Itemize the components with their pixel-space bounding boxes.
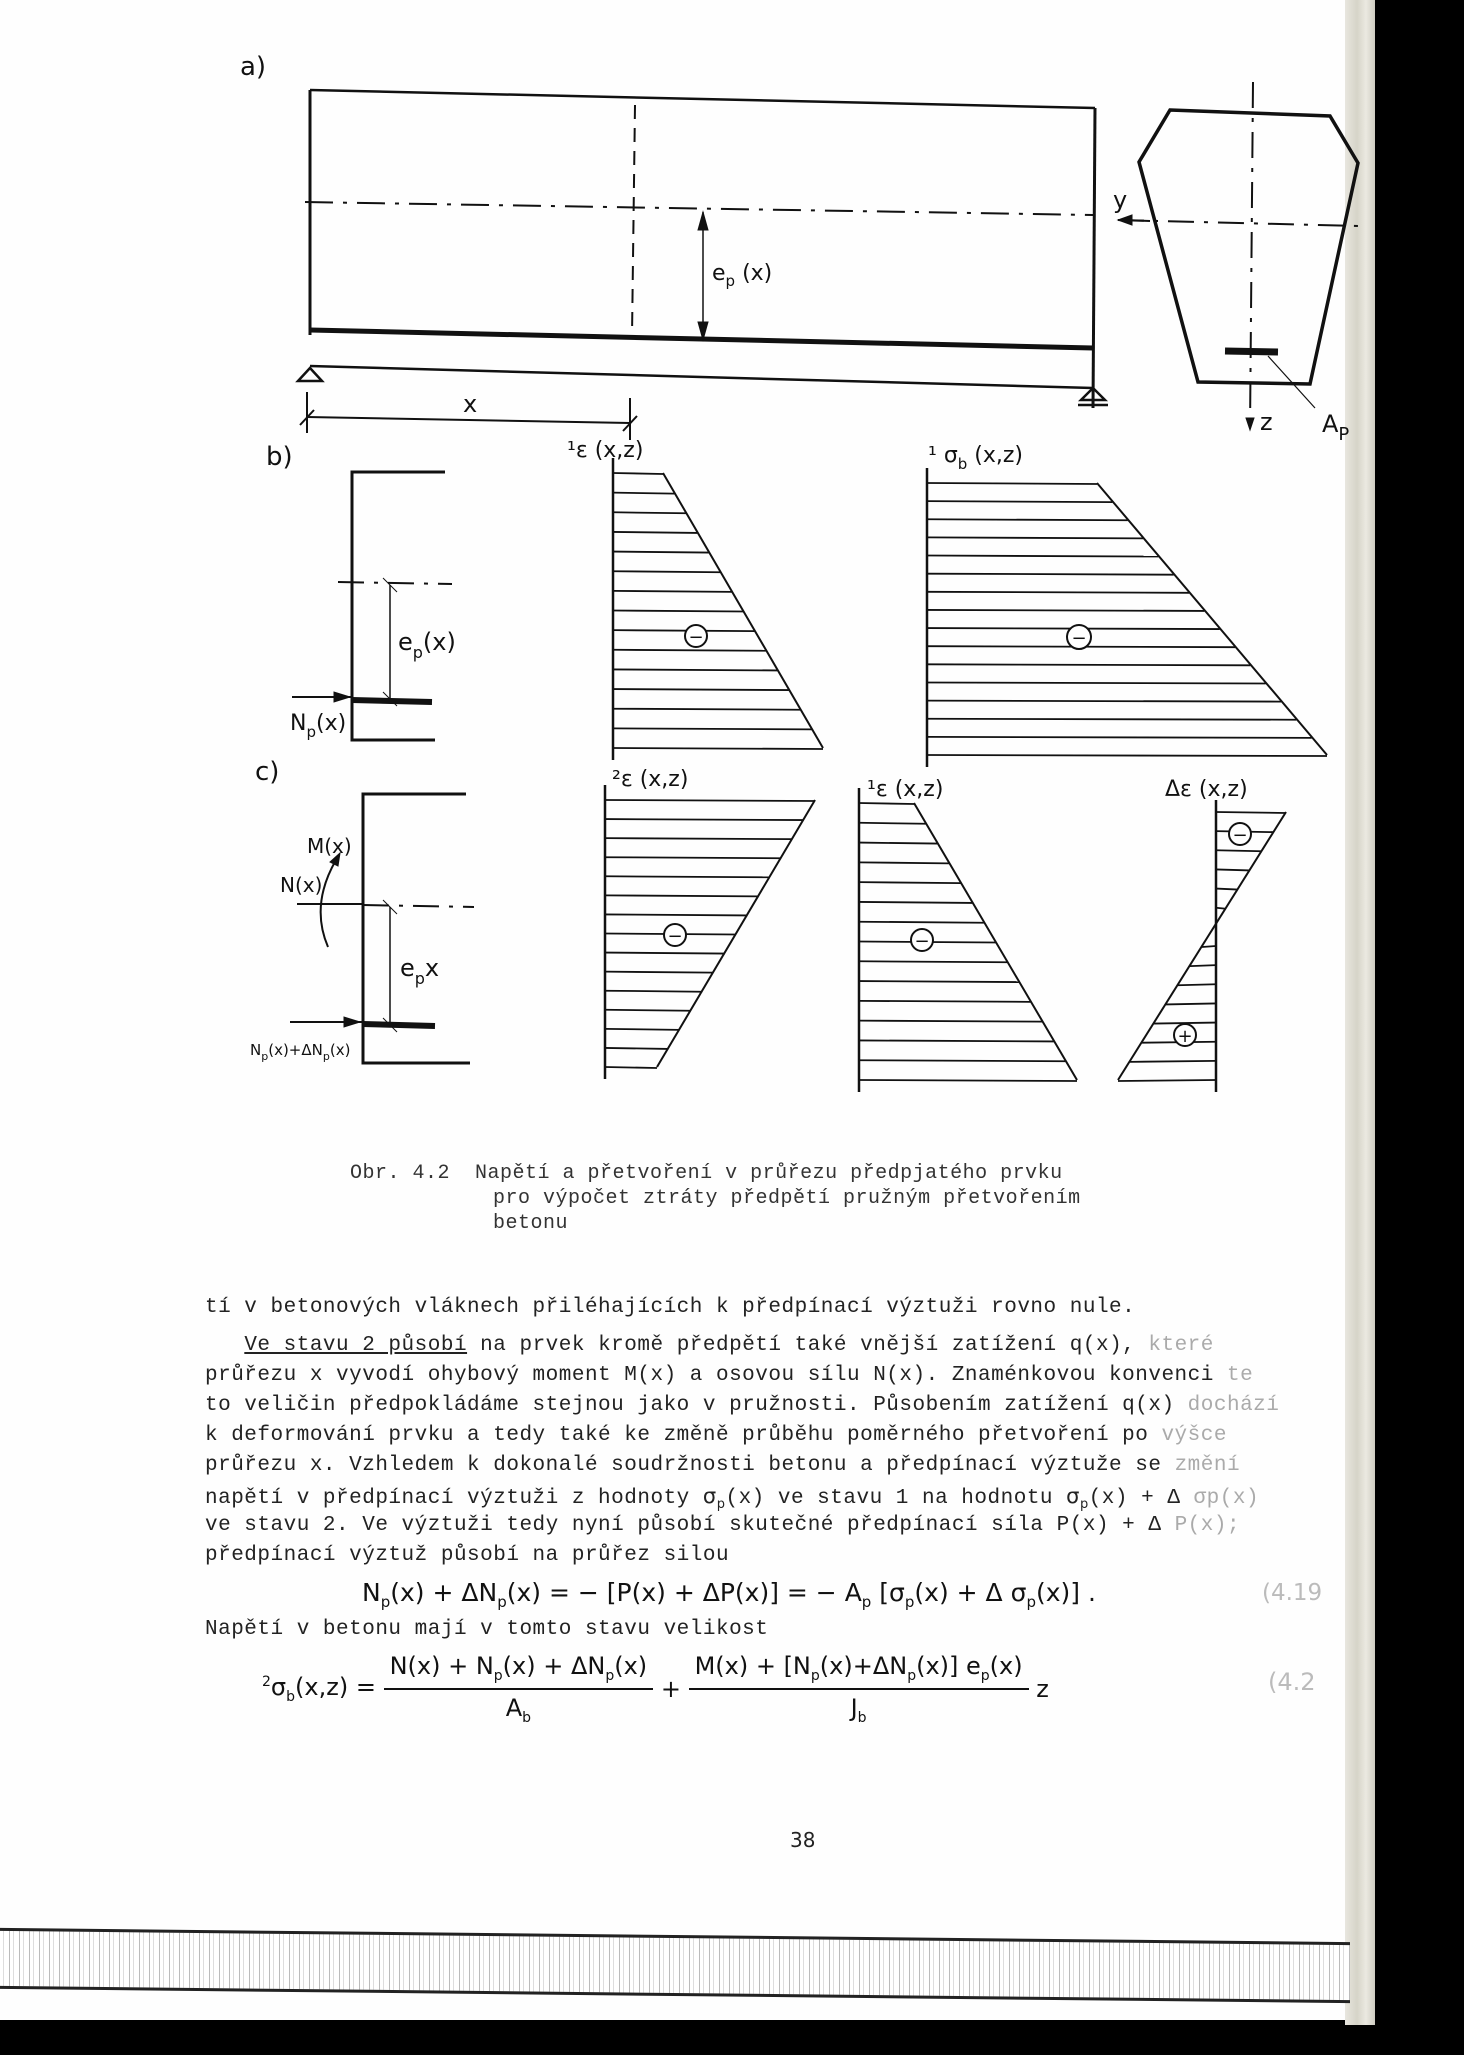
hatch-line: [1216, 812, 1286, 813]
axis-y-label: y: [1113, 186, 1128, 214]
hatch-line: [1216, 869, 1250, 870]
minus-sign-b1: [685, 625, 707, 648]
equation-number-4-19: (4.19: [1262, 1580, 1323, 1606]
svg-text:−: −: [1232, 825, 1248, 846]
hatch-line: [859, 1040, 1054, 1041]
hatch-line: [613, 473, 663, 474]
hatch-line: [1118, 1080, 1216, 1081]
hatch-line: [859, 981, 1019, 982]
minus-sign-c2: [911, 929, 933, 952]
hatch-line: [927, 574, 1174, 575]
hatch-line: [859, 1060, 1065, 1061]
strain2-diagram-c: [605, 785, 815, 1079]
hatch-line: [859, 1021, 1042, 1022]
hatch-line: [605, 895, 759, 896]
hatch-line: [613, 591, 732, 592]
svg-text:Np(x)+ΔNp(x): $N_p(x)+\Delta N_p(x)$: [250, 1041, 351, 1063]
hatch-line: [1202, 946, 1216, 947]
strain2-c-label: ²ε (x,z): [612, 767, 689, 792]
hatch-line: [1190, 965, 1216, 966]
hatch-line: [927, 719, 1296, 720]
hatch-line: [613, 630, 754, 631]
hatch-line: [613, 728, 812, 729]
hatch-line: [927, 519, 1128, 520]
axis-z-label: z: [1260, 408, 1273, 436]
body-line: k deformování prvku a tedy také ke změně průběhu poměrného přetvoření po výšce: [205, 1424, 1227, 1447]
hatch-line: [927, 664, 1250, 665]
svg-text:Np(x): $N_p(x)$: [290, 711, 347, 741]
equation-number-4-20: (4.2: [1268, 1668, 1316, 1696]
body-line: tí v betonových vláknech přiléhajících k předpínací výztuži rovno nule.: [205, 1296, 1136, 1319]
hatch-line: [927, 501, 1112, 502]
figure-caption-line3: betonu: [493, 1212, 569, 1235]
hatch-line: [613, 650, 766, 651]
hatch-line: [927, 610, 1204, 611]
strain1-c-label: ¹ε (x,z): [867, 777, 944, 802]
hatch-line: [613, 552, 709, 553]
svg-text:ep(x): $e_p(x)$: [398, 628, 456, 662]
hatch-line: [927, 556, 1158, 557]
body-line: ve stavu 2. Ve výztuži tedy nyní působí skutečné předpínací síla P(x) + Δ P(x);: [205, 1514, 1241, 1537]
hatch-line: [605, 1029, 680, 1030]
book-page-edge: [1345, 0, 1375, 2025]
strain1-diagram-c: [859, 788, 1077, 1092]
svg-text:−: −: [667, 926, 683, 947]
stress-b-label: ¹ $\sigma_b$ (x,z): [928, 443, 1024, 473]
body-line: průřezu x. Vzhledem k dokonalé soudržnosti betonu a předpínací výztuže se změní: [205, 1454, 1241, 1477]
svg-text:+: +: [1177, 1026, 1193, 1047]
normal-force-label: N(x): [280, 873, 323, 897]
hatch-line: [605, 1067, 657, 1068]
hatch-line: [605, 857, 781, 858]
fraction-bending: $\frac{M(x) + [N_p(x)+\Delta N_p(x)] e_p(x)}{J_b}$: [689, 1652, 1029, 1726]
hatch-line: [613, 512, 686, 513]
hatch-line: [605, 914, 747, 915]
svg-text:−: −: [1071, 628, 1087, 649]
hatch-line: [927, 682, 1266, 683]
body-line: Napětí v betonu mají v tomto stavu velikost: [205, 1618, 769, 1641]
body-line: předpínací výztuž působí na průřez silou: [205, 1544, 730, 1567]
centroid-axis: [305, 202, 1093, 215]
hatch-line: [1166, 1003, 1216, 1004]
svg-text:epx: $e_px$: [400, 954, 440, 988]
svg-text:−: −: [688, 627, 704, 648]
equation-4-20: $^2\sigma_b(x,z)$ = $\frac{N(x) + N_p(x) + \Delta N_p(x)}{A_b}$ + $\frac{M(x) + [N_p(x)+\Delta N_p(x)] e_p(x)}{J_b}$ z: [262, 1652, 1049, 1726]
cross-section: [1118, 82, 1358, 430]
hatch-line: [605, 876, 770, 877]
hatch-line: [613, 493, 674, 494]
hatch-line: [1130, 1061, 1216, 1062]
strain1-b-label: ¹ε (x,z): [567, 438, 644, 463]
tendon-area-label: $A_P$: [1322, 410, 1350, 445]
hatch-line: [859, 882, 961, 883]
part-a-label: a): [240, 52, 267, 82]
minus-sign-b2: [1067, 625, 1091, 649]
page-number: 38: [790, 1828, 816, 1852]
hatch-line: [927, 592, 1189, 593]
hatch-line: [605, 953, 725, 954]
hatch-line: [613, 689, 789, 690]
hatch-line: [605, 991, 702, 992]
tendon-area: [1225, 351, 1278, 352]
hatch-line: [1178, 984, 1216, 985]
body-line: napětí v předpínací výztuži z hodnoty $\sigma_p(x)$ ve stavu 1 na hodnotu $\sigma_p(x) + \Delta$ σp(x): [205, 1484, 1260, 1513]
x-label: x: [463, 390, 478, 418]
hatch-line: [859, 803, 914, 804]
hatch-line: [859, 961, 1007, 962]
figure-caption-line2: pro výpočet ztráty předpětí pružným přetvořením: [493, 1187, 1081, 1210]
plus-sign-c3: [1174, 1024, 1196, 1047]
hatch-line: [613, 571, 720, 572]
hatch-line: [927, 537, 1143, 538]
beam-bottom: [310, 366, 1093, 388]
hatch-line: [859, 902, 972, 903]
stress-diagram-b: [927, 468, 1327, 767]
equation-4-19: $N_p(x) + \Delta N_p(x)$ = − [P(x) + ΔP(x)] = − $A_p$ [$\sigma_p(x) + \Delta$ $\sigma_p(x)$] .: [362, 1578, 1096, 1611]
hatch-line: [1216, 850, 1262, 851]
hatch-line: [613, 709, 800, 710]
delta-strain-diagram-c: [1118, 800, 1286, 1092]
body-line: průřezu x vyvodí ohybový moment M(x) a osovou sílu N(x). Znaménkovou konvenci te: [205, 1364, 1254, 1387]
hatch-line: [859, 922, 984, 923]
hatch-line: [605, 838, 792, 839]
hatch-line: [605, 800, 815, 801]
hatch-line: [605, 819, 804, 820]
svg-text:−: −: [914, 931, 930, 952]
hatch-line: [859, 1001, 1030, 1002]
hatch-line: [927, 755, 1327, 756]
minus-sign-c1: [664, 924, 686, 947]
fraction-axial: $\frac{N(x) + N_p(x) + \Delta N_p(x)}{A_b}$: [384, 1652, 654, 1726]
hatch-line: [927, 737, 1312, 738]
hatch-line: [605, 972, 713, 973]
body-line: to veličin předpokládáme stejnou jako v pružnosti. Působením zatížení q(x) dochází: [205, 1394, 1280, 1417]
hatch-line: [605, 1048, 668, 1049]
moment-label: M(x): [307, 834, 352, 858]
hatch-line: [859, 862, 949, 863]
part-c-label: c): [255, 757, 280, 787]
delta-strain-label: Δε (x,z): [1165, 777, 1248, 802]
hatch-line: [613, 748, 823, 749]
hatch-line: [927, 483, 1097, 484]
left-support-icon: [298, 368, 322, 381]
body-line: Ve stavu 2 působí na prvek kromě předpětí také vnější zatížení q(x), které: [244, 1334, 1214, 1357]
hatch-line: [605, 1010, 691, 1011]
hatch-line: [859, 1080, 1077, 1081]
hatch-line: [613, 532, 697, 533]
beam-elevation: [305, 90, 1095, 408]
strain-diagram-b: [613, 458, 823, 760]
figure-caption-line1: Obr. 4.2 Napětí a přetvoření v průřezu předpjatého prvku: [350, 1162, 1063, 1185]
hatch-line: [859, 843, 937, 844]
hatch-line: [1216, 889, 1238, 890]
svg-text:ep (x): $e_p$ (x): [712, 261, 773, 290]
section-cut-line: [632, 105, 635, 336]
hatch-line: [859, 823, 926, 824]
b-section-sketch: [292, 472, 452, 740]
hatch-line: [1097, 483, 1327, 755]
hatch-line: [1118, 812, 1286, 1080]
hatch-line: [613, 611, 743, 612]
minus-sign-c3: [1229, 823, 1251, 846]
hatch-line: [613, 669, 777, 670]
part-b-label: b): [266, 442, 293, 472]
hatch-line: [927, 701, 1281, 702]
